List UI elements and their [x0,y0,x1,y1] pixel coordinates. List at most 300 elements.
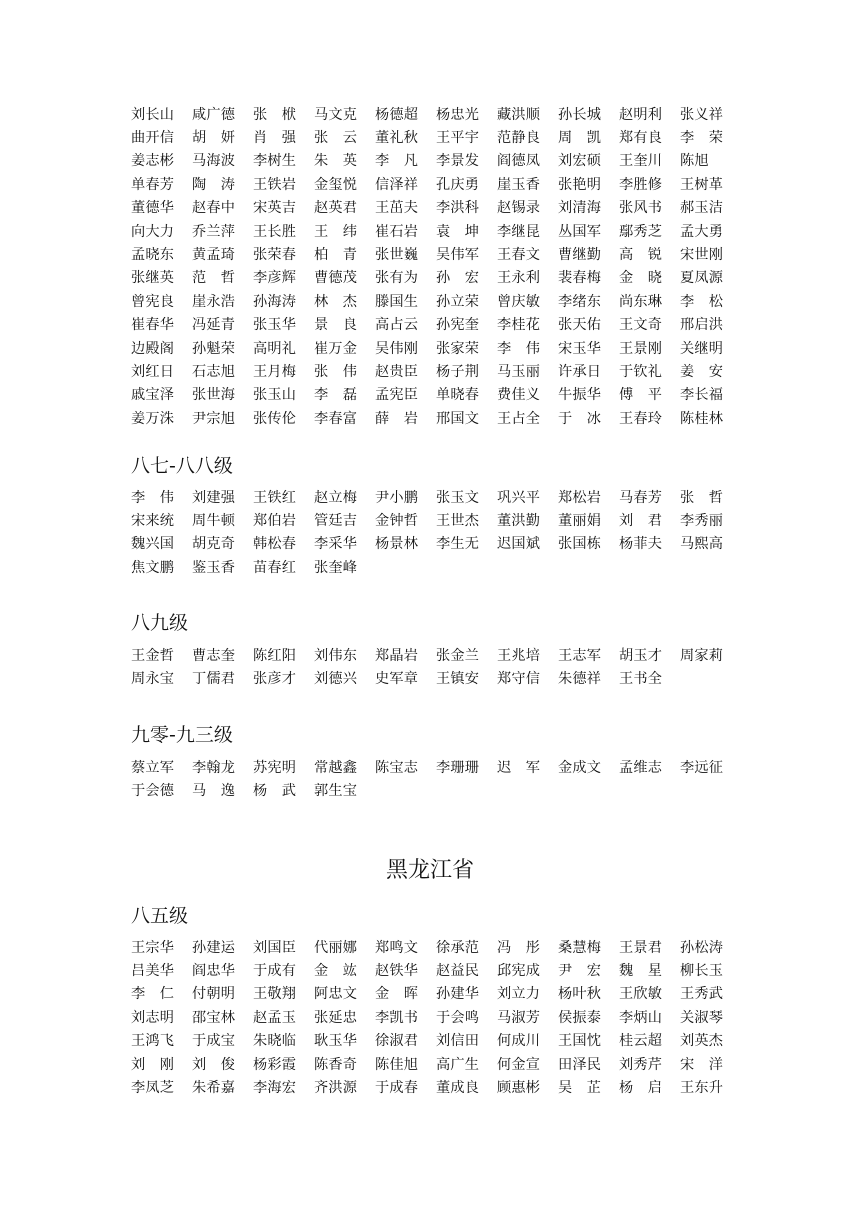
person-name: 李 松 [680,293,724,310]
person-name: 高 锐 [619,246,663,263]
person-name: 王月梅 [253,363,297,380]
person-name: 朱希嘉 [192,1079,236,1096]
person-name: 董礼秋 [375,129,419,146]
person-name: 陈香奇 [314,1056,358,1073]
person-name: 苏宪明 [253,759,297,776]
person-name: 刘立力 [497,986,541,1003]
person-name: 于钦礼 [619,363,663,380]
person-name: 陶 涛 [192,176,236,193]
person-name: 曹志奎 [192,647,236,664]
person-name: 柏 青 [314,246,358,263]
person-name: 李秀丽 [680,512,724,529]
person-name: 王秀武 [680,986,724,1003]
person-name: 尹 宏 [558,962,602,979]
person-name: 李桂花 [497,317,541,334]
person-name: 李景发 [436,153,480,170]
person-name: 杨子荆 [436,363,480,380]
person-name: 王兆培 [497,647,541,664]
person-name: 邢启洪 [680,317,724,334]
person-name: 王奎川 [619,153,663,170]
name-row [131,1030,741,1053]
person-name: 孙松涛 [680,939,724,956]
person-name: 张世巍 [375,246,419,263]
person-name: 王宗华 [131,939,175,956]
person-name: 杨叶秋 [558,986,602,1003]
person-name: 金成文 [558,759,602,776]
person-name: 张国栋 [558,536,602,553]
person-name: 张有为 [375,270,419,287]
person-name: 鄢秀芝 [619,223,663,240]
name-row [131,337,741,360]
person-name: 单春芳 [131,176,175,193]
person-name: 于会鸣 [436,1009,480,1026]
name-row [131,1053,741,1076]
person-name: 何金宣 [497,1056,541,1073]
person-name: 王树革 [680,176,724,193]
person-name: 张彦才 [253,670,297,687]
person-name: 朱 英 [314,153,358,170]
person-name: 郑晶岩 [375,647,419,664]
name-row [131,959,741,982]
person-name: 田泽民 [558,1056,602,1073]
person-name: 王国忱 [558,1033,602,1050]
person-name: 李 伟 [497,340,541,357]
person-name: 崔石岩 [375,223,419,240]
person-name: 孙 宏 [436,270,480,287]
person-name: 孙建华 [436,986,480,1003]
person-name: 邵宝林 [192,1009,236,1026]
person-name: 管廷吉 [314,512,358,529]
person-name: 桑慧梅 [558,939,602,956]
person-name: 孙长城 [558,106,602,123]
person-name: 王景君 [619,939,663,956]
person-name: 赵铁华 [375,962,419,979]
person-name: 袁 坤 [436,223,480,240]
person-name: 李春富 [314,410,358,427]
person-name: 冯 彤 [497,939,541,956]
person-name: 范静良 [497,129,541,146]
person-name: 曲开信 [131,129,175,146]
person-name: 夏凤源 [680,270,724,287]
person-name: 李翰龙 [192,759,236,776]
name-row [131,1006,741,1029]
person-name: 孙宪奎 [436,317,480,334]
person-name: 王长胜 [253,223,297,240]
person-name: 薛 岩 [375,410,419,427]
person-name: 林 杰 [314,293,358,310]
person-name: 王铁红 [253,489,297,506]
person-name: 周家莉 [680,647,724,664]
person-name: 李胜修 [619,176,663,193]
person-name: 李彦辉 [253,270,297,287]
person-name: 苗春红 [253,559,297,576]
person-name: 王书全 [619,670,663,687]
person-name: 王镇安 [436,670,480,687]
person-name: 朱德祥 [558,670,602,687]
person-name: 王文奇 [619,317,663,334]
name-row [131,290,741,313]
person-name: 张奎峰 [314,559,358,576]
person-name: 张风书 [619,200,663,217]
name-list-89 [131,644,741,691]
section-title-89: 八九级 [131,612,189,634]
person-name: 石志旭 [192,363,236,380]
person-name: 丁儒君 [192,670,236,687]
person-name: 王鸿飞 [131,1033,175,1050]
name-row [131,197,741,220]
person-name: 桂云超 [619,1033,663,1050]
person-name: 王永利 [497,270,541,287]
person-name: 单晓春 [436,387,480,404]
name-row [131,220,741,243]
person-name: 马海波 [192,153,236,170]
person-name: 刘信田 [436,1033,480,1050]
person-name: 张艳明 [558,176,602,193]
person-name: 李海宏 [253,1079,297,1096]
person-name: 金钟哲 [375,512,419,529]
person-name: 曾庆敏 [497,293,541,310]
person-name: 尹宗旭 [192,410,236,427]
person-name: 杨 武 [253,782,297,799]
person-name: 杨彩霞 [253,1056,297,1073]
province-title: 黑龙江省 [385,858,474,883]
person-name: 孟维志 [619,759,663,776]
person-name: 韩松春 [253,536,297,553]
person-name: 王占全 [497,410,541,427]
person-name: 张继英 [131,270,175,287]
person-name: 郭生宝 [314,782,358,799]
person-name: 于 冰 [558,410,602,427]
person-name: 阎忠华 [192,962,236,979]
person-name: 何成川 [497,1033,541,1050]
name-row [131,936,741,959]
person-name: 王平宇 [436,129,480,146]
person-name: 马 逸 [192,782,236,799]
person-name: 王世杰 [436,512,480,529]
person-name: 乔兰萍 [192,223,236,240]
person-name: 杨忠光 [436,106,480,123]
person-name: 李树生 [253,153,297,170]
person-name: 赵立梅 [314,489,358,506]
person-name: 王春文 [497,246,541,263]
person-name: 付朝明 [192,986,236,1003]
person-name: 邱宪成 [497,962,541,979]
name-row [131,756,741,779]
person-name: 赵益民 [436,962,480,979]
person-name: 于会德 [131,782,175,799]
person-name: 李珊珊 [436,759,480,776]
person-name: 张荣春 [253,246,297,263]
person-name: 王欣敏 [619,986,663,1003]
person-name: 刘志明 [131,1009,175,1026]
person-name: 王铁岩 [253,176,297,193]
person-name: 魏兴国 [131,536,175,553]
person-name: 郑松岩 [558,489,602,506]
person-name: 顾惠彬 [497,1079,541,1096]
person-name: 赵明利 [619,106,663,123]
person-name: 董德华 [131,200,175,217]
person-name: 徐承范 [436,939,480,956]
person-name: 张 哲 [680,489,724,506]
person-name: 高广生 [436,1056,480,1073]
person-name: 藏洪顺 [497,106,541,123]
person-name: 李 伟 [131,489,175,506]
person-name: 齐洪源 [314,1079,358,1096]
person-name: 董洪勤 [497,512,541,529]
person-name: 郑鸣文 [375,939,419,956]
person-name: 刘红日 [131,363,175,380]
person-name: 张 伟 [314,363,358,380]
person-name: 李继昆 [497,223,541,240]
name-row [131,243,741,266]
person-name: 赵锡录 [497,200,541,217]
person-name: 关淑琴 [680,1009,724,1026]
person-name: 张 栿 [253,106,297,123]
person-name: 陈佳旭 [375,1056,419,1073]
person-name: 李长福 [680,387,724,404]
person-name: 陈红阳 [253,647,297,664]
person-name: 张天佑 [558,317,602,334]
person-name: 阿忠文 [314,986,358,1003]
person-name: 代丽娜 [314,939,358,956]
person-name: 陈旭 [680,153,709,170]
person-name: 丛国军 [558,223,602,240]
person-name: 吴伟刚 [375,340,419,357]
name-row [131,644,741,667]
person-name: 赵孟玉 [253,1009,297,1026]
person-name: 杨菲夫 [619,536,663,553]
person-name: 马熙高 [680,536,724,553]
person-name: 张义祥 [680,106,724,123]
person-name: 马春芳 [619,489,663,506]
person-name: 景 良 [314,317,358,334]
person-name: 信泽祥 [375,176,419,193]
person-name: 王志军 [558,647,602,664]
person-name: 刘秀芹 [619,1056,663,1073]
person-name: 侯振泰 [558,1009,602,1026]
person-name: 费佳义 [497,387,541,404]
person-name: 李远征 [680,759,724,776]
person-name: 耿玉华 [314,1033,358,1050]
person-name: 裴春梅 [558,270,602,287]
person-name: 李 凡 [375,153,419,170]
person-name: 于成春 [375,1079,419,1096]
person-name: 史军章 [375,670,419,687]
person-name: 李绪东 [558,293,602,310]
person-name: 徐淑君 [375,1033,419,1050]
name-row [131,126,741,149]
name-row [131,667,741,690]
person-name: 宋玉华 [558,340,602,357]
person-name: 李采华 [314,536,358,553]
person-name: 姜 安 [680,363,724,380]
name-list-87-88 [131,486,741,580]
person-name: 胡 妍 [192,129,236,146]
person-name: 迟国斌 [497,536,541,553]
name-list-90-93 [131,756,741,803]
person-name: 张 云 [314,129,358,146]
person-name: 李洪科 [436,200,480,217]
person-name: 王金哲 [131,647,175,664]
person-name: 范 哲 [192,270,236,287]
person-name: 张玉山 [253,387,297,404]
person-name: 张世海 [192,387,236,404]
person-name: 柳长玉 [680,962,724,979]
person-name: 刘 刚 [131,1056,175,1073]
person-name: 姜志彬 [131,153,175,170]
person-name: 巩兴平 [497,489,541,506]
person-name: 赵英君 [314,200,358,217]
person-name: 杨德超 [375,106,419,123]
person-name: 于成宝 [192,1033,236,1050]
person-name: 高占云 [375,317,419,334]
name-row [131,103,741,126]
person-name: 金 晖 [375,986,419,1003]
person-name: 向大力 [131,223,175,240]
person-name: 牛振华 [558,387,602,404]
person-name: 王春玲 [619,410,663,427]
person-name: 陈桂林 [680,410,724,427]
person-name: 王景刚 [619,340,663,357]
person-name: 孙魁荣 [192,340,236,357]
person-name: 崔春华 [131,317,175,334]
name-row [131,983,741,1006]
person-name: 吕美华 [131,962,175,979]
person-name: 李生无 [436,536,480,553]
person-name: 尚东琳 [619,293,663,310]
person-name: 宋 洋 [680,1056,724,1073]
person-name: 阎德凤 [497,153,541,170]
person-name: 刘 俊 [192,1056,236,1073]
person-name: 王东升 [680,1079,724,1096]
person-name: 曹德茂 [314,270,358,287]
person-name: 曹继勤 [558,246,602,263]
name-row [131,1076,741,1099]
person-name: 李 仁 [131,986,175,1003]
person-name: 王敬翔 [253,986,297,1003]
name-list-85 [131,936,741,1100]
person-name: 刘德兴 [314,670,358,687]
person-name: 孔庆勇 [436,176,480,193]
person-name: 马玉丽 [497,363,541,380]
person-name: 金玺悦 [314,176,358,193]
person-name: 于成有 [253,962,297,979]
person-name: 陈宝志 [375,759,419,776]
person-name: 孟晓东 [131,246,175,263]
name-row [131,509,741,532]
person-name: 赵春中 [192,200,236,217]
name-row [131,314,741,337]
person-name: 刘长山 [131,106,175,123]
person-name: 李 荣 [680,129,724,146]
person-name: 李 磊 [314,387,358,404]
person-name: 许承日 [558,363,602,380]
person-name: 鉴玉香 [192,559,236,576]
person-name: 胡克奇 [192,536,236,553]
person-name: 宋来统 [131,512,175,529]
person-name: 高明礼 [253,340,297,357]
person-name: 吴伟军 [436,246,480,263]
person-name: 邢国文 [436,410,480,427]
name-row [131,779,741,802]
person-name: 刘 君 [619,512,663,529]
person-name: 郑守信 [497,670,541,687]
name-row [131,556,741,579]
person-name: 关继明 [680,340,724,357]
name-row [131,150,741,173]
person-name: 常越鑫 [314,759,358,776]
person-name: 金 竑 [314,962,358,979]
person-name: 孙建运 [192,939,236,956]
person-name: 张家荣 [436,340,480,357]
person-name: 郑有良 [619,129,663,146]
person-name: 马淑芳 [497,1009,541,1026]
name-row [131,486,741,509]
person-name: 刘清海 [558,200,602,217]
person-name: 赵贵臣 [375,363,419,380]
person-name: 宋英吉 [253,200,297,217]
name-row [131,533,741,556]
person-name: 黄孟琦 [192,246,236,263]
person-name: 刘宏硕 [558,153,602,170]
person-name: 周 凯 [558,129,602,146]
person-name: 董丽娟 [558,512,602,529]
name-row [131,407,741,430]
person-name: 滕国生 [375,293,419,310]
person-name: 张玉华 [253,317,297,334]
person-name: 李凯书 [375,1009,419,1026]
person-name: 郑伯岩 [253,512,297,529]
person-name: 马文克 [314,106,358,123]
person-name: 张金兰 [436,647,480,664]
person-name: 孟宪臣 [375,387,419,404]
person-name: 李凤芝 [131,1079,175,1096]
person-name: 张延忠 [314,1009,358,1026]
person-name: 周牛顿 [192,512,236,529]
name-row [131,173,741,196]
person-name: 冯延青 [192,317,236,334]
person-name: 戚宝泽 [131,387,175,404]
person-name: 魏 星 [619,962,663,979]
person-name: 王 纬 [314,223,358,240]
person-name: 刘建强 [192,489,236,506]
name-row [131,267,741,290]
person-name: 刘英杰 [680,1033,724,1050]
person-name: 朱晓临 [253,1033,297,1050]
person-name: 曾宪良 [131,293,175,310]
name-row [131,360,741,383]
person-name: 郝玉洁 [680,200,724,217]
person-name: 金 晓 [619,270,663,287]
person-name: 肖 强 [253,129,297,146]
person-name: 边殿阁 [131,340,175,357]
person-name: 崖玉香 [497,176,541,193]
person-name: 王茁夫 [375,200,419,217]
person-name: 傅 平 [619,387,663,404]
person-name: 杨景林 [375,536,419,553]
person-name: 焦文鹏 [131,559,175,576]
section-title-85: 八五级 [131,905,189,927]
section-title-87-88: 八七-八八级 [131,455,233,477]
person-name: 尹小鹏 [375,489,419,506]
person-name: 张传伦 [253,410,297,427]
person-name: 孙立荣 [436,293,480,310]
section-title-90-93: 九零-九三级 [131,724,233,746]
person-name: 吴 芷 [558,1079,602,1096]
person-name: 姜万洙 [131,410,175,427]
person-name: 蔡立军 [131,759,175,776]
person-name: 孟大勇 [680,223,724,240]
